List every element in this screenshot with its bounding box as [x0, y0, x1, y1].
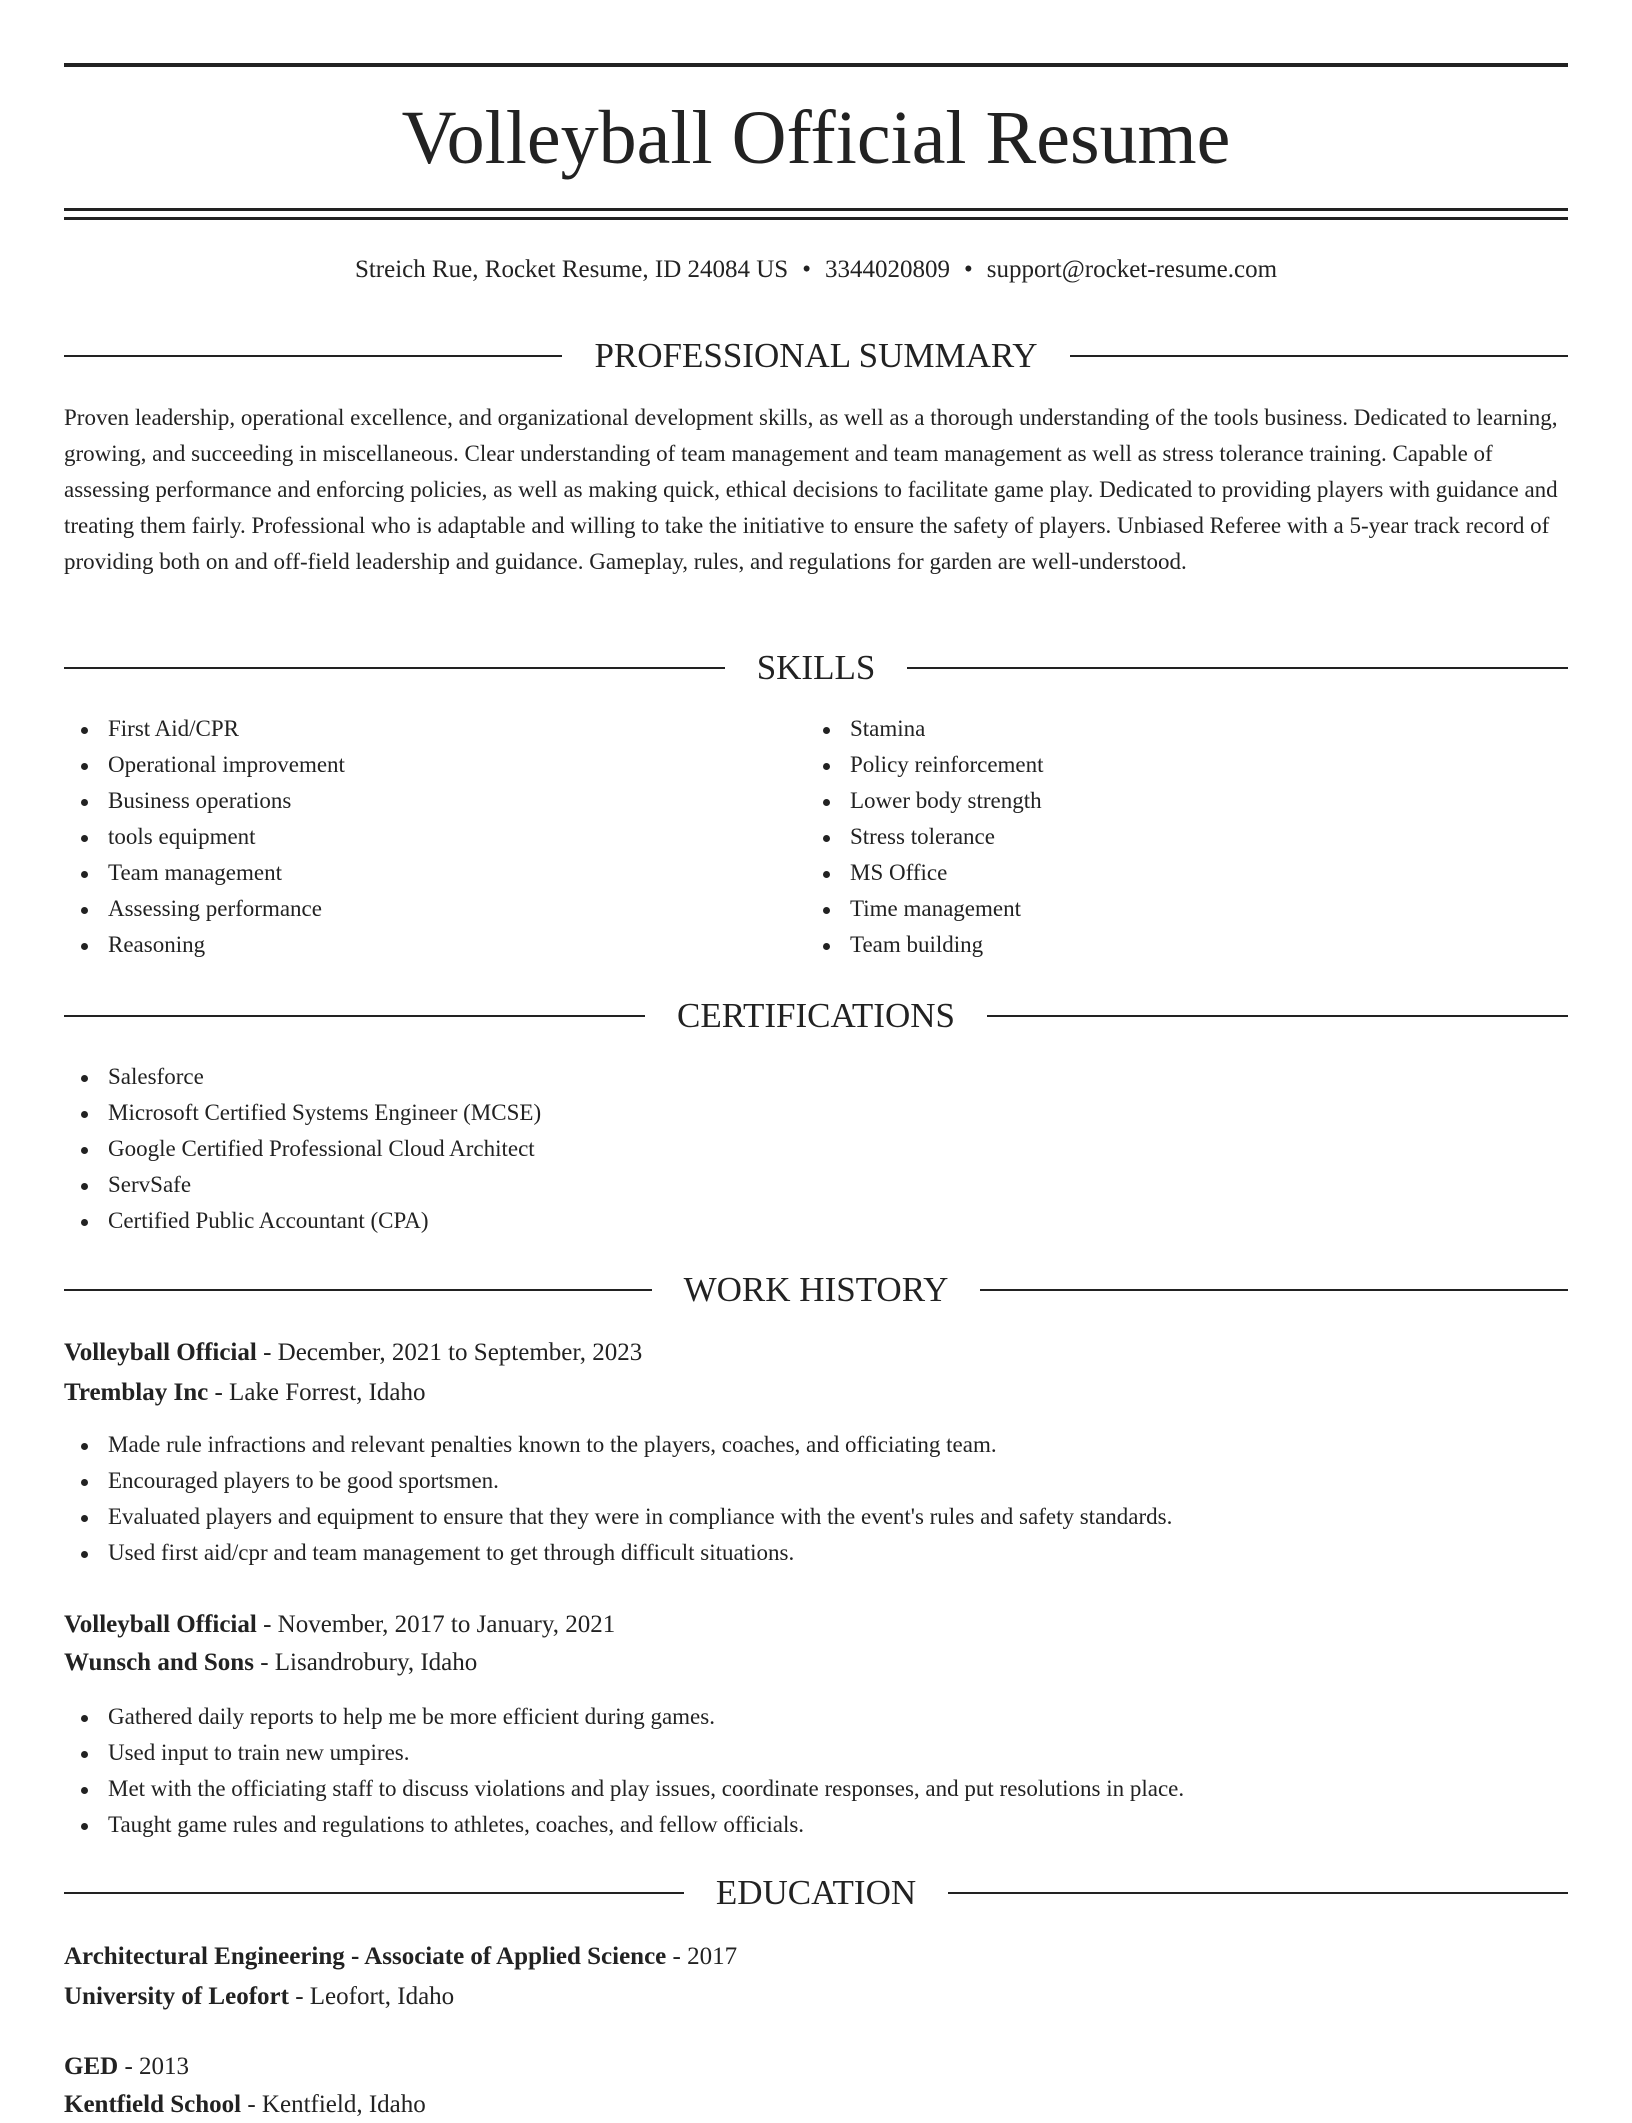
job-company-line	[64, 1645, 1568, 1681]
skill-item: Team building	[806, 927, 1506, 963]
heading-rule	[987, 1015, 1568, 1017]
job-company: Tremblay Inc	[64, 1379, 209, 1406]
section-heading-work-history	[64, 1268, 1568, 1312]
education-location: - Leofort, Idaho	[288, 1983, 455, 2010]
section-heading-certifications	[64, 994, 1568, 1038]
section-title: WORK HISTORY	[683, 1270, 949, 1309]
section-title: SKILLS	[756, 648, 876, 687]
heading-rule	[907, 667, 1568, 669]
education-school: Kentfield School	[64, 2091, 242, 2118]
section-heading-education	[64, 1871, 1568, 1915]
skill-item: tools equipment	[64, 819, 764, 855]
education-degree: Architectural Engineering - Associate of Applied Science	[64, 1943, 667, 1970]
summary-text: Proven leadership, operational excellence, and organizational development skills, as well as a thorough understanding of the tools business. Dedicated to learning, growing, and succeeding in miscellaneous. Clear understanding of team management and team management as well as stress tolerance training. Capable of assessing performance and enforcing policies, as well as making quick, ethical decisions to facilitate game play. Dedicated to providing players with guidance and treating them fairly. Professional who is adaptable and willing to take the initiative to ensure the safety of players. Unbiased Referee with a 5-year track record of providing both on and off-field leadership and guidance. Gameplay, rules, and regulations for garden are well-understood.	[64, 405, 1558, 574]
heading-rule	[64, 1289, 652, 1291]
heading-rule	[1070, 355, 1568, 357]
top-rule	[64, 63, 1568, 67]
job-company-line	[64, 1375, 1568, 1411]
skills-left-column	[64, 711, 764, 963]
job-duty-item: Used first aid/cpr and team management to get through difficult situations.	[64, 1535, 1568, 1571]
education-location: - Kentfield, Idaho	[241, 2091, 426, 2118]
certification-item: Microsoft Certified Systems Engineer (MCSE)	[64, 1095, 1568, 1131]
job-location: - Lake Forrest, Idaho	[208, 1379, 426, 1406]
job-title: Volleyball Official	[64, 1339, 257, 1366]
education-school: University of Leofort	[64, 1983, 289, 2010]
skill-item: Stamina	[806, 711, 1506, 747]
resume-title: Volleyball Official Resume	[401, 96, 1231, 180]
contact-separator: •	[802, 256, 811, 283]
education-school-line	[64, 1979, 1568, 2015]
job-duty-item: Met with the officiating staff to discuss violations and play issues, coordinate responses, and put resolutions in place.	[64, 1771, 1568, 1807]
skill-item: Policy reinforcement	[806, 747, 1506, 783]
certification-item: Certified Public Accountant (CPA)	[64, 1203, 1568, 1239]
education-degree-line	[64, 1939, 1568, 1975]
job-title-line	[64, 1607, 1568, 1643]
certification-item: ServSafe	[64, 1167, 1568, 1203]
job-dates: - December, 2021 to September, 2023	[256, 1339, 643, 1366]
heading-rule	[64, 667, 725, 669]
heading-rule	[64, 1892, 684, 1894]
job-duties-list	[64, 1699, 1568, 1843]
skill-item: MS Office	[806, 855, 1506, 891]
section-title: EDUCATION	[715, 1873, 917, 1912]
heading-rule	[64, 355, 562, 357]
education-year: - 2013	[118, 2053, 190, 2080]
contact-address: Streich Rue, Rocket Resume, ID 24084 US	[354, 256, 789, 283]
skill-item: Time management	[806, 891, 1506, 927]
skills-right-column	[806, 711, 1506, 963]
contact-line	[64, 252, 1568, 288]
skill-item: Business operations	[64, 783, 764, 819]
education-degree-line	[64, 2049, 1568, 2085]
section-heading-skills	[64, 646, 1568, 690]
heading-rule	[980, 1289, 1568, 1291]
certification-item: Google Certified Professional Cloud Architect	[64, 1131, 1568, 1167]
job-duty-item: Evaluated players and equipment to ensure that they were in compliance with the event's rules and safety standards.	[64, 1499, 1568, 1535]
job-title: Volleyball Official	[64, 1611, 257, 1638]
skill-item: Team management	[64, 855, 764, 891]
section-title: CERTIFICATIONS	[677, 996, 955, 1035]
section-heading-summary	[64, 334, 1568, 378]
job-duty-item: Used input to train new umpires.	[64, 1735, 1568, 1771]
education-school-line	[64, 2087, 1568, 2123]
skill-item: Reasoning	[64, 927, 764, 963]
education-year: - 2017	[666, 1943, 738, 1970]
education-degree: GED	[64, 2053, 119, 2080]
contact-separator: •	[963, 256, 973, 283]
contact-email: support@rocket-resume.com	[986, 256, 1278, 283]
certification-item: Salesforce	[64, 1059, 1568, 1095]
job-company: Wunsch and Sons	[64, 1649, 254, 1676]
heading-rule	[64, 1015, 645, 1017]
skill-item: Assessing performance	[64, 891, 764, 927]
job-duty-item: Encouraged players to be good sportsmen.	[64, 1463, 1568, 1499]
contact-phone: 3344020809	[824, 256, 950, 283]
section-title: PROFESSIONAL SUMMARY	[594, 336, 1038, 375]
skill-item: Lower body strength	[806, 783, 1506, 819]
job-duty-item: Made rule infractions and relevant penalties known to the players, coaches, and officiating team.	[64, 1427, 1568, 1463]
skill-item: Operational improvement	[64, 747, 764, 783]
job-duties-list	[64, 1427, 1568, 1571]
heading-rule	[948, 1892, 1568, 1894]
job-duty-item: Taught game rules and regulations to athletes, coaches, and fellow officials.	[64, 1807, 1568, 1843]
title-double-rule	[64, 208, 1568, 220]
job-dates: - November, 2017 to January, 2021	[256, 1611, 616, 1638]
job-location: - Lisandrobury, Idaho	[253, 1649, 478, 1676]
certifications-list	[64, 1059, 1568, 1239]
skill-item: First Aid/CPR	[64, 711, 764, 747]
skill-item: Stress tolerance	[806, 819, 1506, 855]
job-title-line	[64, 1335, 1568, 1371]
job-duty-item: Gathered daily reports to help me be more efficient during games.	[64, 1699, 1568, 1735]
